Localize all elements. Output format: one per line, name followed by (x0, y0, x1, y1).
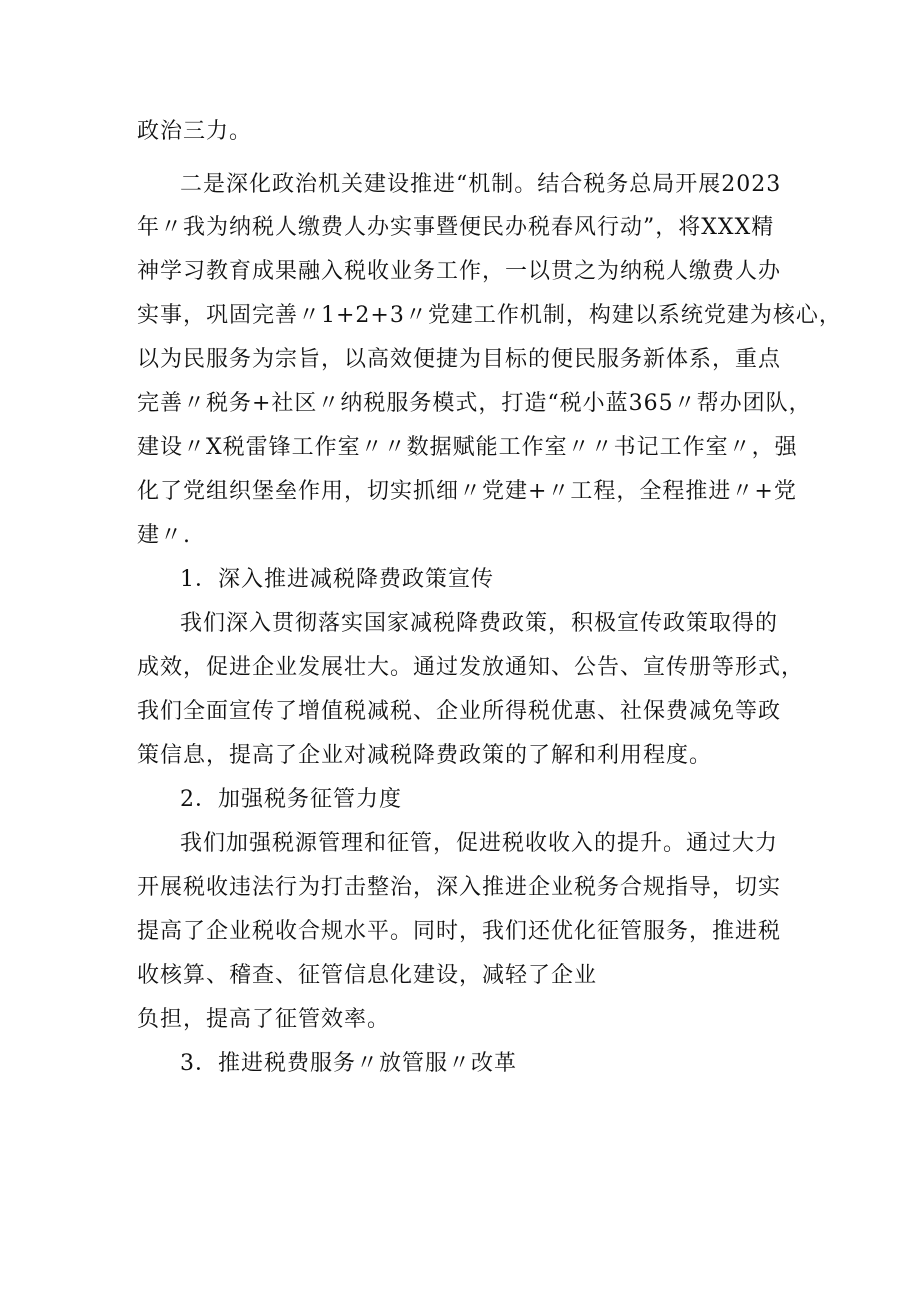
section-heading: 2．加强税务征管力度 (180, 787, 402, 812)
text-line: 建〃. (137, 523, 191, 548)
text-line: 二是深化政治机关建设推进“机制。结合税务总局开展2023 (180, 172, 782, 197)
text-line: 完善〃税务+社区〃纳税服务模式，打造“税小蓝365〃帮办团队， (137, 391, 812, 416)
text-line: 神学习教育成果融入税收业务工作，一以贯之为纳税人缴费人办 (137, 259, 782, 284)
text-line: 政治三力。 (137, 119, 253, 144)
text-line: 实事，巩固完善〃1+2+3〃党建工作机制，构建以系统党建为核心， (137, 303, 842, 328)
text-line: 收核算、稽查、征管信息化建设，减轻了企业 (137, 963, 598, 988)
text-line: 以为民服务为宗旨，以高效便捷为目标的便民服务新体系，重点 (137, 347, 782, 372)
text-line: 成效，促进企业发展壮大。通过发放通知、公告、宣传册等形式， (137, 655, 805, 680)
text-line: 开展税收违法行为打击整治，深入推进企业税务合规指导，切实 (137, 875, 782, 900)
text-line: 提高了企业税收合规水平。同时，我们还优化征管服务，推进税 (137, 919, 782, 944)
text-line: 策信息，提高了企业对减税降费政策的了解和利用程度。 (137, 743, 713, 768)
section-heading: 3．推进税费服务〃放管服〃改革 (180, 1051, 517, 1076)
text-line: 我们加强税源管理和征管，促进税收收入的提升。通过大力 (180, 831, 779, 856)
text-line: 我们全面宣传了增值税减税、企业所得税优惠、社保费减免等政 (137, 699, 782, 724)
text-line: 建设〃X税雷锋工作室〃〃数据赋能工作室〃〃书记工作室〃，强 (137, 435, 798, 460)
text-line: 年〃我为纳税人缴费人办实事暨便民办税春风行动”，将XXX精 (137, 215, 775, 240)
text-line: 负担，提高了征管效率。 (137, 1007, 391, 1032)
text-line: 化了党组织堡垒作用，切实抓细〃党建+〃工程，全程推进〃+党 (137, 479, 797, 504)
section-heading: 1．深入推进减税降费政策宣传 (180, 567, 494, 592)
text-line: 我们深入贯彻落实国家减税降费政策，积极宣传政策取得的 (180, 611, 779, 636)
